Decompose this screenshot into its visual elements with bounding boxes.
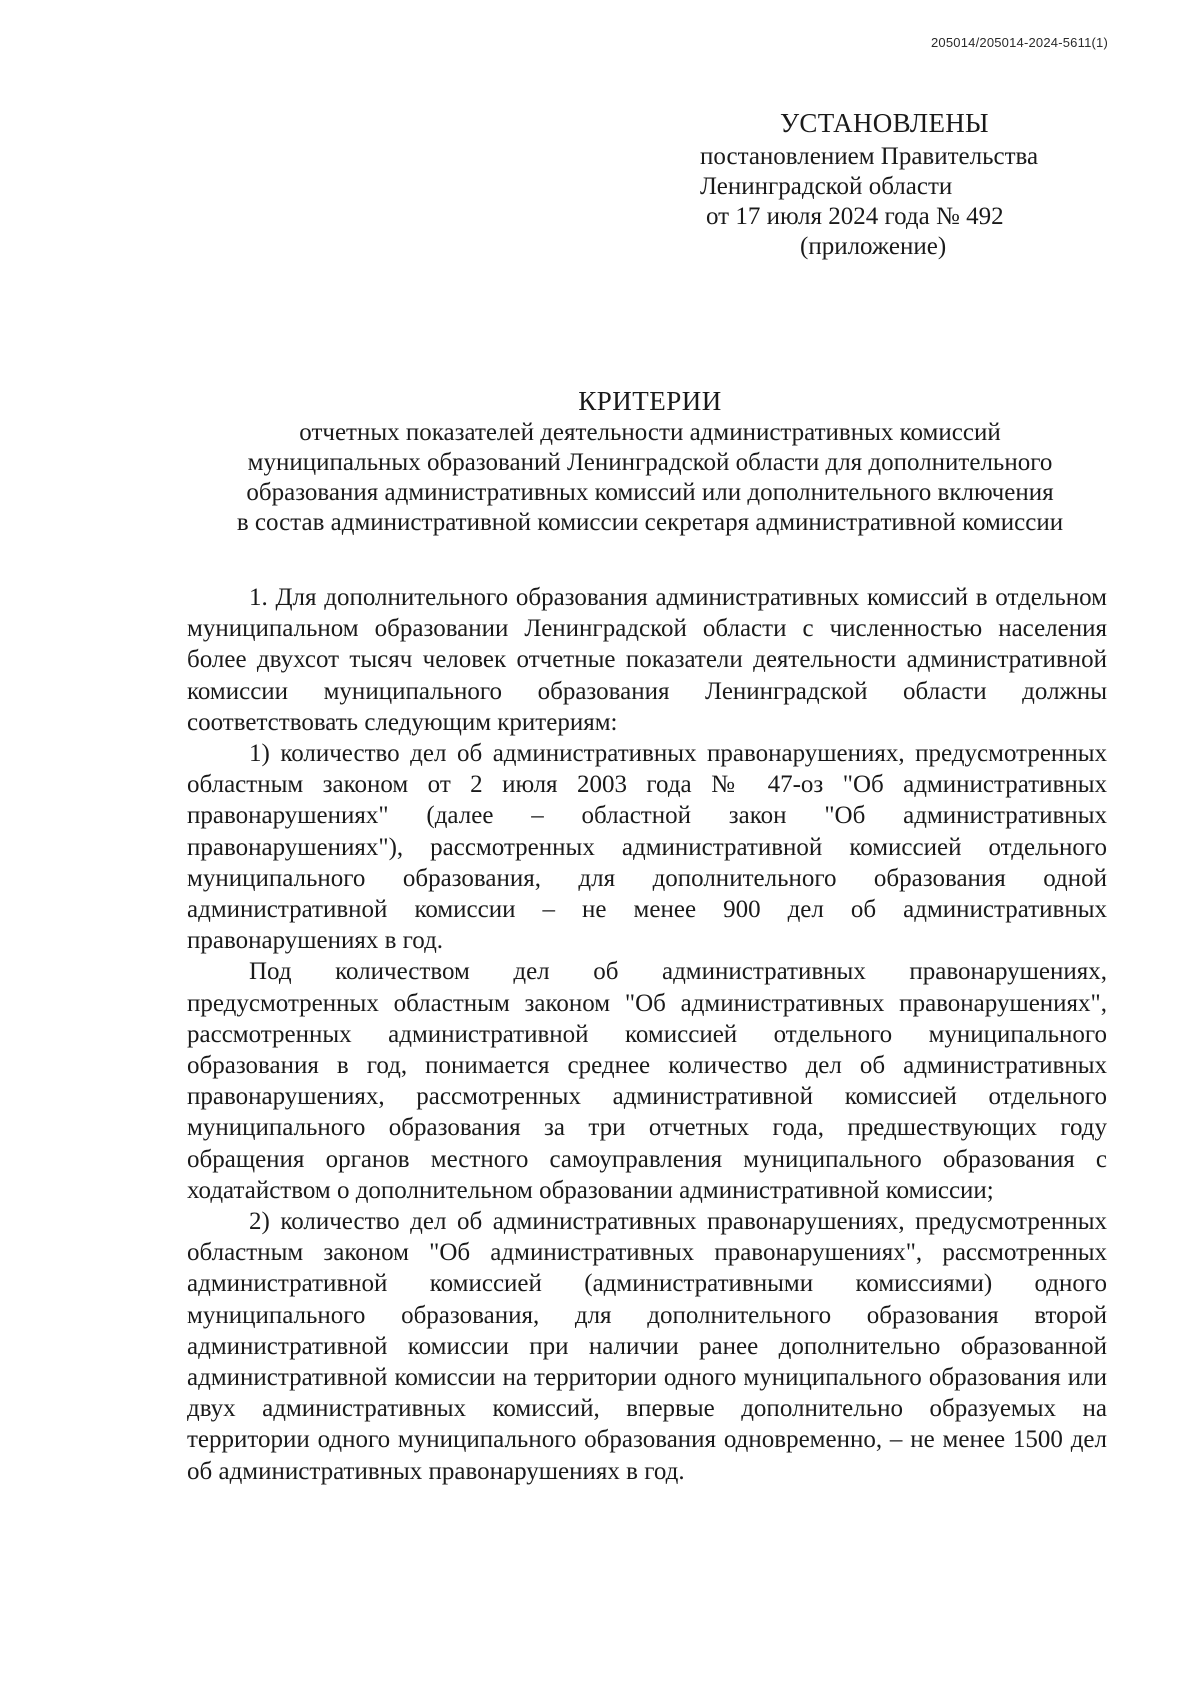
criteria-title: КРИТЕРИИ	[578, 386, 722, 416]
document-id: 205014/205014-2024-5611(1)	[931, 35, 1108, 50]
body-paragraph: Под количеством дел об административных правонарушениях, предусмотренных областным законом "Об административных правонарушениях", рассмотренных административной комиссией отдельного муниципального образования в год, понимается среднее количество дел об административных правонарушениях, рассмотренных административной комиссией отдельного муниципального образования за три отчетных года, предшествующих году обращения органов местного самоуправления муниципального образования с ходатайством о дополнительном образовании административной комиссии;	[187, 958, 1107, 1204]
criteria-title-block	[180, 386, 1120, 538]
criteria-subtitle-line: муниципальных образований Ленинградской области для дополнительного	[247, 449, 1053, 476]
approval-line: постановлением Правительства	[700, 143, 1039, 170]
body-paragraph: 2) количество дел об административных правонарушениях, предусмотренных областным законом "Об административных правонарушениях", рассмотренных административной комиссией (административными комиссиями) одного муниципального образования, для дополнительного образования второй административной комиссии при наличии ранее дополнительно образованной административной комиссии на территории одного муниципального образования или двух административных комиссий, впервые дополнительно образуемых на территории одного муниципального образования одновременно, – не менее 1500 дел об административных правонарушениях в год.	[187, 1208, 1107, 1485]
approval-heading: УСТАНОВЛЕНЫ	[780, 108, 989, 138]
body-paragraph: 1) количество дел об административных правонарушениях, предусмотренных областным законом от 2 июля 2003 года № 47-оз "Об административных правонарушениях" (далее – областной закон "Об административных правонарушениях"), рассмотренных административной комиссией отдельного муниципального образования, для дополнительного образования одной административной комиссии – не менее 900 дел об административных правонарушениях в год.	[187, 740, 1107, 955]
criteria-subtitle-line: отчетных показателей деятельности административных комиссий	[299, 419, 1001, 446]
approval-line: (приложение)	[800, 233, 947, 260]
criteria-subtitle-line: образования административных комиссий или дополнительного включения	[246, 479, 1054, 506]
document-body	[187, 582, 1107, 1487]
approval-block	[700, 108, 1120, 262]
approval-line: Ленинградской области	[700, 173, 953, 200]
approval-line: от 17 июля 2024 года № 492	[706, 203, 1004, 230]
criteria-subtitle-line: в состав административной комиссии секретаря административной комиссии	[236, 509, 1064, 536]
body-paragraph: 1. Для дополнительного образования административных комиссий в отдельном муниципальном образовании Ленинградской области с численностью населения более двухсот тысяч человек отчетные показатели деятельности административной комиссии муниципального образования Ленинградской области должны соответствовать следующим критериям:	[187, 584, 1107, 736]
